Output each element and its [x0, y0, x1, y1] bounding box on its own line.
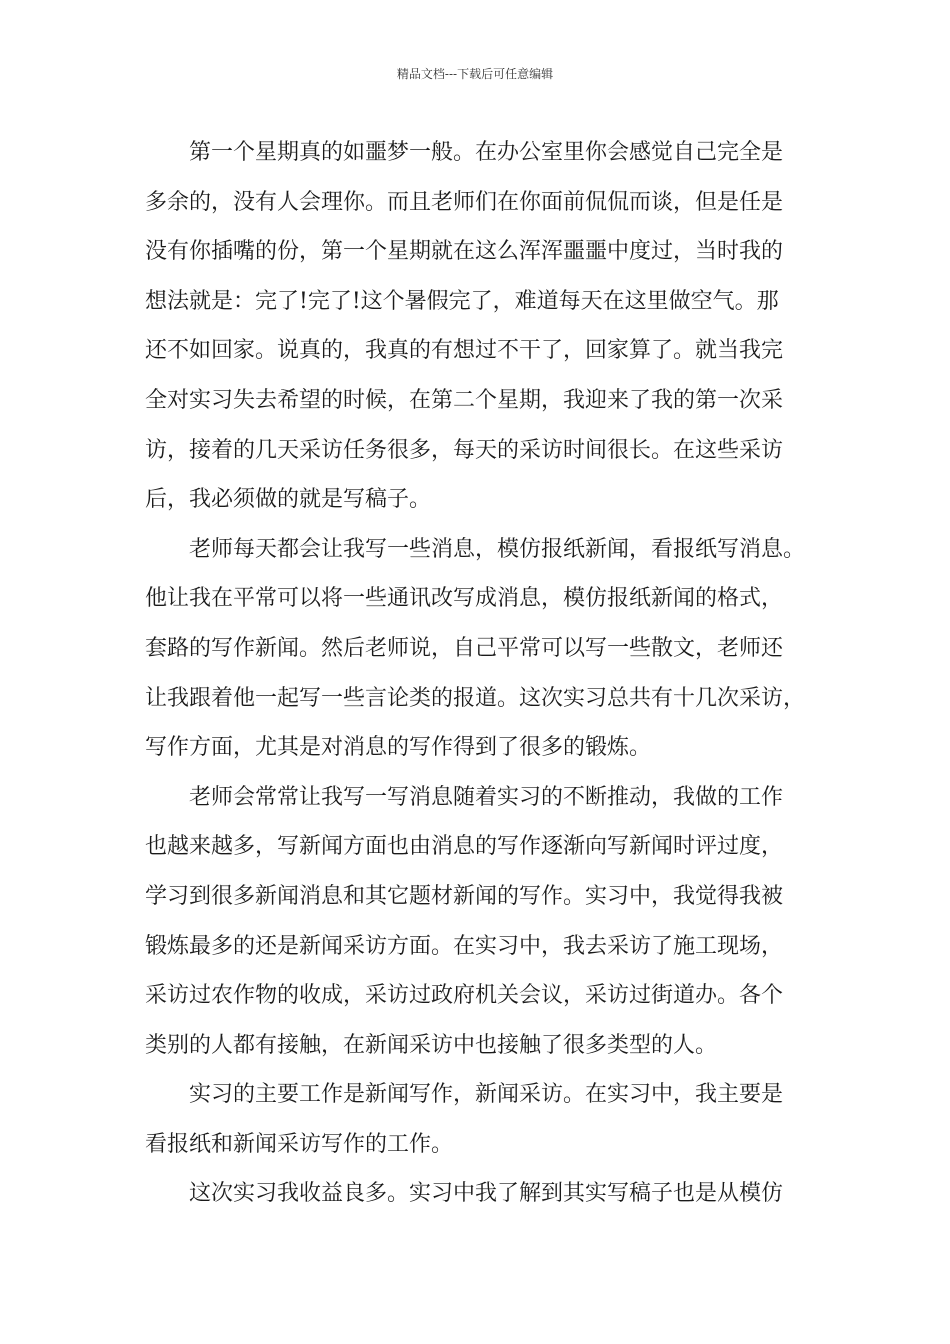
text-line: 也越来越多，写新闻方面也由消息的写作逐渐向写新闻时评过度，: [145, 834, 784, 860]
text-line: 访，接着的几天采访任务很多，每天的采访时间很长。在这些采访: [145, 437, 784, 463]
page-header: 精品文档---下载后可任意编辑: [396, 67, 554, 81]
text-line: 老师会常常让我写一写消息随着实习的不断推动，我做的工作: [189, 784, 784, 810]
text-line: 没有你插嘴的份，第一个星期就在这么浑浑噩噩中度过，当时我的: [145, 239, 784, 265]
text-line: 想法就是：完了!完了!这个暑假完了，难道每天在这里做空气。那: [145, 288, 779, 314]
text-line: 看报纸和新闻采访写作的工作。: [145, 1131, 454, 1157]
text-line: 锻炼最多的还是新闻采访方面。在实习中，我去采访了施工现场，: [145, 933, 784, 959]
text-line: 这次实习我收益良多。实习中我了解到其实写稿子也是从模仿: [189, 1181, 784, 1207]
text-line: 让我跟着他一起写一些言论类的报道。这次实习总共有十几次采访，: [145, 685, 806, 711]
text-line: 实习的主要工作是新闻写作，新闻采访。在实习中，我主要是: [189, 1082, 784, 1108]
text-line: 写作方面，尤其是对消息的写作得到了很多的锻炼。: [145, 735, 652, 761]
text-line: 套路的写作新闻。然后老师说，自己平常可以写一些散文，老师还: [145, 635, 784, 661]
text-line: 第一个星期真的如噩梦一般。在办公室里你会感觉自己完全是: [189, 140, 784, 165]
document-body: [145, 128, 825, 1219]
text-line: 采访过农作物的收成，采访过政府机关会议，采访过街道办。各个: [145, 983, 784, 1009]
text-line: 学习到很多新闻消息和其它题材新闻的写作。实习中，我觉得我被: [145, 883, 784, 909]
text-line: 全对实习失去希望的时候，在第二个星期，我迎来了我的第一次采: [145, 387, 784, 413]
text-line: 还不如回家。说真的，我真的有想过不干了，回家算了。就当我完: [145, 338, 784, 364]
text-line: 老师每天都会让我写一些消息，模仿报纸新闻，看报纸写消息。: [189, 536, 806, 562]
text-line: 多余的，没有人会理你。而且老师们在你面前侃侃而谈，但是任是: [145, 189, 784, 215]
text-line: 后，我必须做的就是写稿子。: [145, 487, 432, 513]
text-line: 类别的人都有接触，在新闻采访中也接触了很多类型的人。: [145, 1032, 718, 1058]
text-line: 他让我在平常可以将一些通讯改写成消息，模仿报纸新闻的格式，: [145, 586, 784, 612]
